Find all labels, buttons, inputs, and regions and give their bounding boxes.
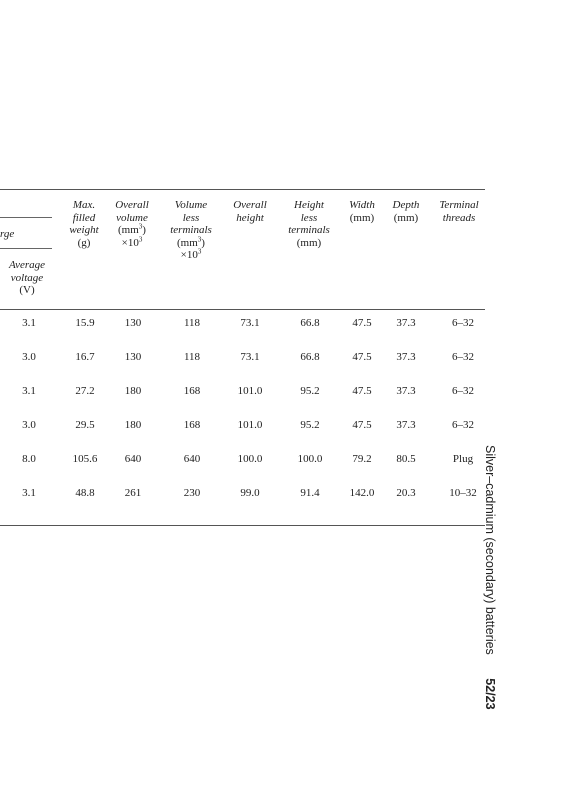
table-cell: 6–32 <box>452 351 474 363</box>
table-cell: 47.5 <box>352 419 372 431</box>
table-cell: 66.8 <box>300 351 320 363</box>
table-cell: 10–32 <box>449 487 477 499</box>
table-cell: 168 <box>183 419 201 431</box>
header-bottom-rule <box>0 309 485 310</box>
table-cell: 3.1 <box>22 385 36 397</box>
table-cell: 230 <box>183 487 201 499</box>
header-depth: Depth (mm) <box>392 199 420 224</box>
table-cell: 37.3 <box>396 317 416 329</box>
table-bottom-rule <box>0 525 485 526</box>
table-cell: 37.3 <box>396 419 416 431</box>
table-cell: 20.3 <box>396 487 416 499</box>
group-rule-1 <box>0 217 52 218</box>
table-cell: 95.2 <box>300 419 320 431</box>
table-cell: 101.0 <box>237 419 263 431</box>
table-cell: 3.1 <box>22 317 36 329</box>
table-cell: 180 <box>124 385 142 397</box>
table-cell: Plug <box>452 453 474 465</box>
table-cell: 100.0 <box>297 453 323 465</box>
table-cell: 261 <box>124 487 142 499</box>
table-cell: 6–32 <box>452 385 474 397</box>
table-cell: 180 <box>124 419 142 431</box>
header-charge-fragment: rge <box>0 228 15 240</box>
header-width: Width (mm) <box>349 199 375 224</box>
table-cell: 66.8 <box>300 317 320 329</box>
table-cell: 118 <box>183 351 201 363</box>
header-overall-height: Overall height <box>233 199 267 224</box>
header-height-less-terminals: Height less terminals (mm) <box>288 199 330 249</box>
table-cell: 47.5 <box>352 317 372 329</box>
table-cell: 3.0 <box>22 351 36 363</box>
table-cell: 73.1 <box>240 317 260 329</box>
table-cell: 100.0 <box>237 453 263 465</box>
table-cell: 91.4 <box>300 487 320 499</box>
table-cell: 37.3 <box>396 351 416 363</box>
table-cell: 27.2 <box>75 385 95 397</box>
table-cell: 47.5 <box>352 351 372 363</box>
table-cell: 99.0 <box>240 487 260 499</box>
header-volume-less-terminals: Volume less terminals $(mm^3)$ $\times 10^3$ <box>170 199 212 261</box>
table-cell: 130 <box>124 351 142 363</box>
table-top-rule <box>0 189 485 190</box>
table-cell: 101.0 <box>237 385 263 397</box>
table-cell: 142.0 <box>349 487 375 499</box>
table-cell: 29.5 <box>75 419 95 431</box>
table-cell: 640 <box>124 453 142 465</box>
page-number: 52/23 <box>483 678 497 710</box>
header-terminal-threads: Terminal threads <box>439 199 479 224</box>
table-cell: 3.0 <box>22 419 36 431</box>
table-cell: 640 <box>183 453 201 465</box>
table-cell: 47.5 <box>352 385 372 397</box>
running-head-title: Silver–cadmium (secondary) batteries <box>483 445 497 655</box>
table-cell: 6–32 <box>452 419 474 431</box>
table-cell: 80.5 <box>396 453 416 465</box>
table-cell: 3.1 <box>22 487 36 499</box>
table-cell: 105.6 <box>72 453 98 465</box>
header-average-voltage: Average voltage (V) <box>8 259 46 296</box>
table-cell: 168 <box>183 385 201 397</box>
table-cell: 37.3 <box>396 385 416 397</box>
table-cell: 73.1 <box>240 351 260 363</box>
table-cell: 95.2 <box>300 385 320 397</box>
running-head <box>483 445 497 710</box>
table-cell: 8.0 <box>22 453 36 465</box>
table-cell: 6–32 <box>452 317 474 329</box>
table-cell: 15.9 <box>75 317 95 329</box>
header-max-filled-weight: Max. filled weight (g) <box>69 199 99 249</box>
table-cell: 48.8 <box>75 487 95 499</box>
header-overall-volume: Overall volume $(mm^3)$ $\times 10^3$ <box>115 199 149 249</box>
table-cell: 118 <box>183 317 201 329</box>
table-cell: 79.2 <box>352 453 372 465</box>
group-rule-2 <box>0 248 52 249</box>
table-cell: 16.7 <box>75 351 95 363</box>
table-cell: 130 <box>124 317 142 329</box>
